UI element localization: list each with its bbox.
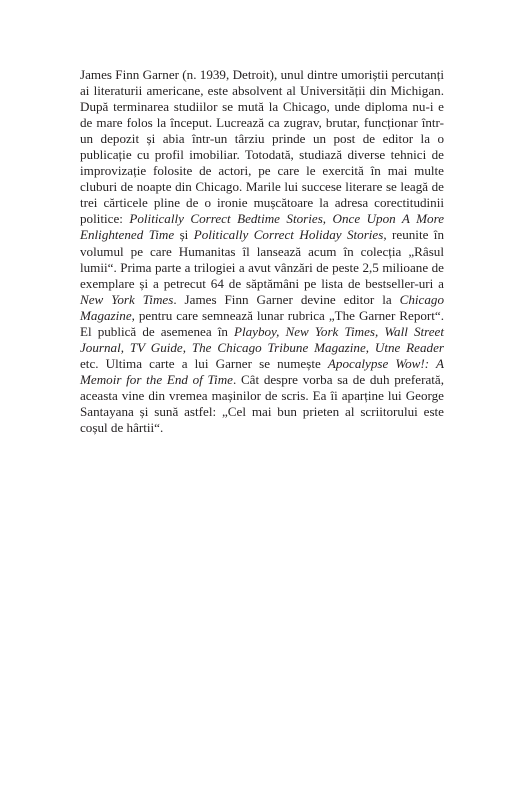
bio-text-4: . James Finn Garner devine editor la	[173, 291, 400, 307]
book-title-apocalypse-wow: Apocalypse Wow!: A Memoir for the End of Time	[80, 355, 445, 387]
book-titles-trilogy-part-1: Politically Correct Bedtime Stories, Once Upon A More Enlightened Time	[80, 211, 445, 243]
bio-text-3: , reunite în volumul pe care Humanitas îl lansează acum în colecția „Râsul lumii“. Prima parte a trilogiei a avut vânzări de peste 2,5 milioane de exemplare și a petrecut 64 de săptămâni pe lista de bestseller-uri a	[80, 227, 444, 291]
bio-text-2: și	[174, 227, 194, 243]
bio-text-5: , pentru care semnează lunar rubrica „The Garner Report“. El publică de asemenea în	[80, 307, 444, 339]
bio-text-7: . Cât despre vorba sa de duh preferată, aceasta vine din vremea mașinilor de scris. Ea îi aparține lui George Santayana și sună astfel: „Cel mai bun prieten al scriitorului este coșul de hârtii“.	[80, 371, 444, 436]
publication-chicago-magazine: Chicago Magazine	[80, 291, 444, 323]
bio-text-6: etc. Ultima carte a lui Garner se numește	[80, 355, 328, 371]
publications-list: Playboy, New York Times, Wall Street Journal, TV Guide, The Chicago Tribune Magazine, Utne Reader	[80, 323, 444, 355]
author-biography-paragraph	[80, 67, 444, 436]
book-title-holiday-stories: Politically Correct Holiday Stories	[193, 227, 384, 243]
publication-new-york-times: New York Times	[80, 291, 174, 307]
bio-text-1: James Finn Garner (n. 1939, Detroit), unul dintre umoriștii percutanți ai literaturii americane, este absolvent al Universității din Michigan. După terminarea studiilor se mută la Chicago, unde diploma nu-i e de mare folos la început. Lucrează ca zugrav, brutar, funcționar într-un depozit și abia într-un târziu prinde un post de editor la o publicație cu profil imobiliar. Totodată, studiază diverse tehnici de improvizație folosite de actori, pe care le exercită în mai multe cluburi de noapte din Chicago. Marile lui succese literare se leagă de trei cărticele pline de o ironie mușcătoare la adresa corectitudinii politice:	[80, 67, 444, 227]
